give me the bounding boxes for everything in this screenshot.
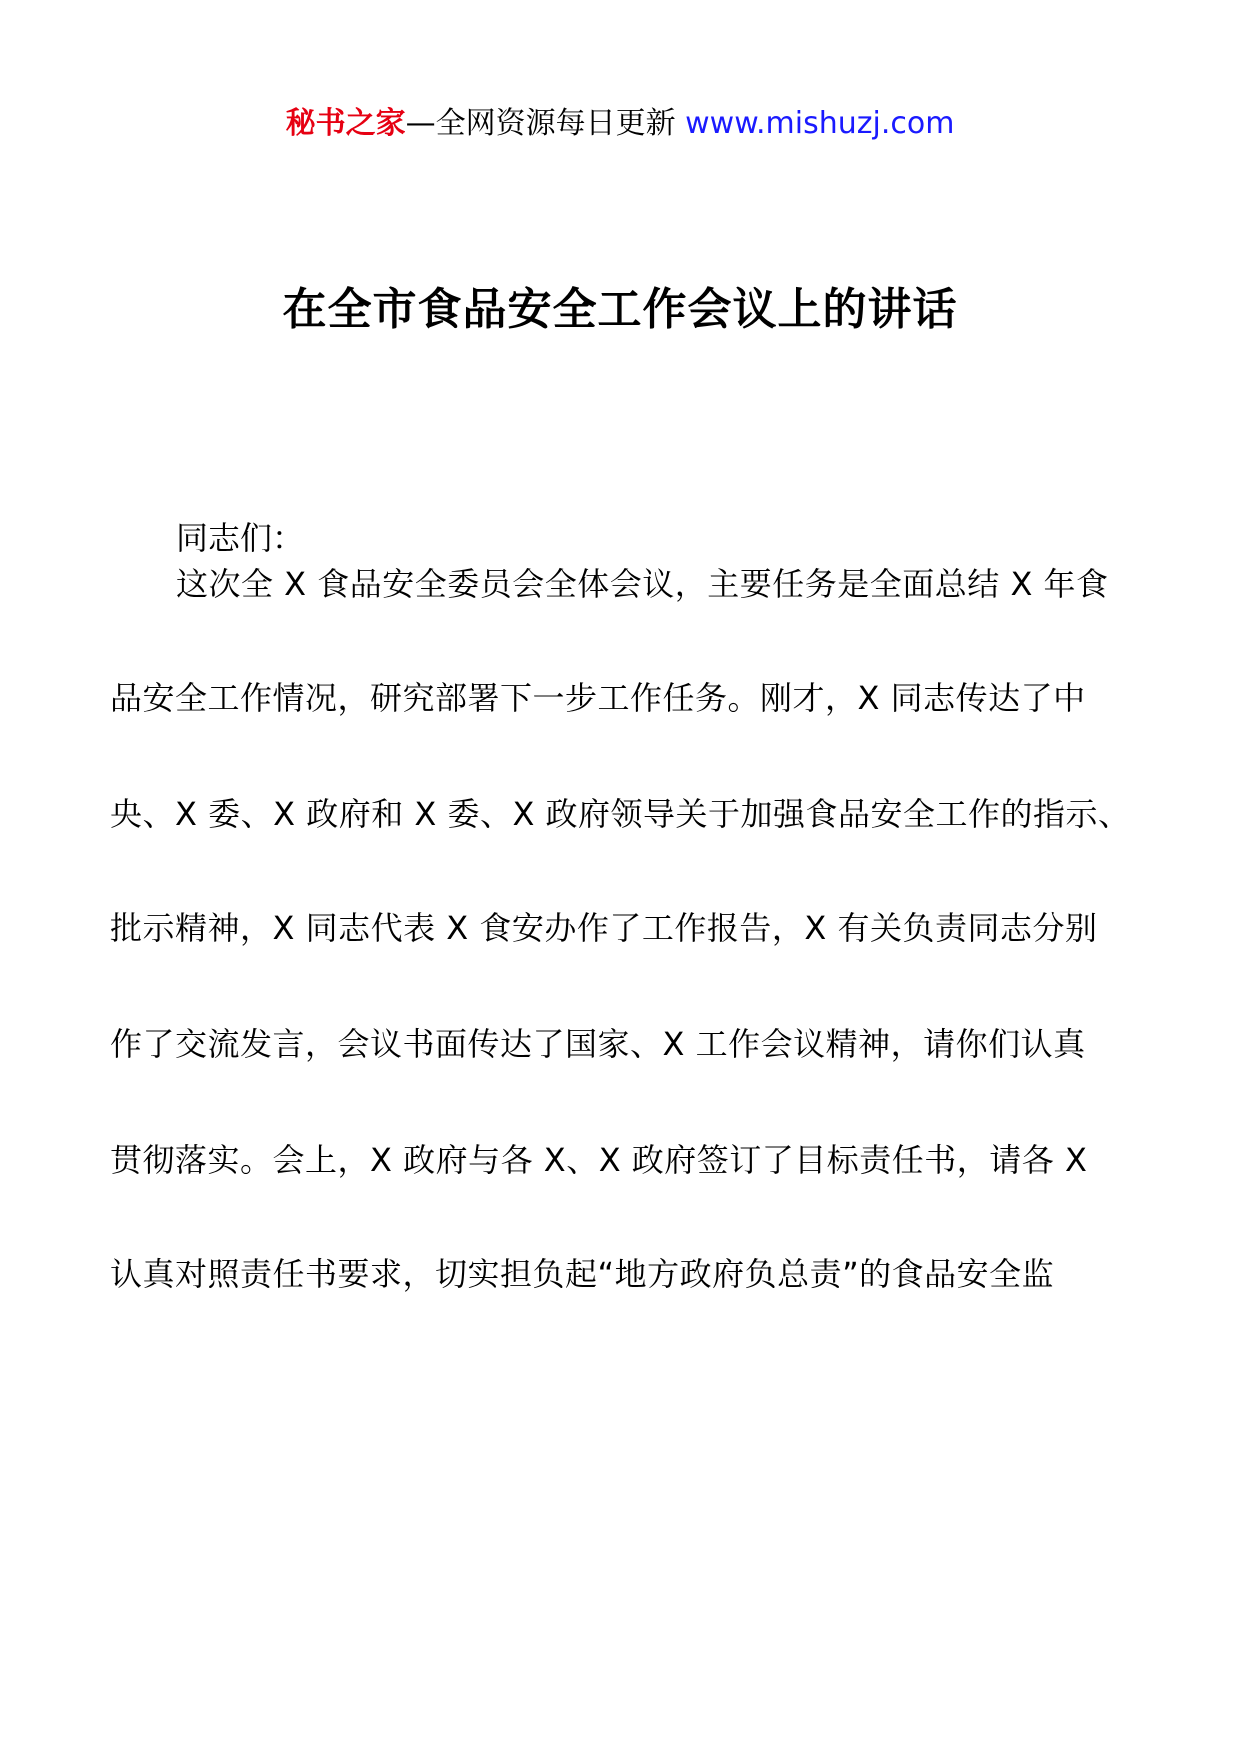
body-line-3: 央、X 委、X 政府和 X 委、X 政府领导关于加强食品安全工作的指示、 [110, 795, 1131, 833]
body-line-2: 品安全工作情况，研究部署下一步工作任务。刚才，X 同志传达了中 [110, 679, 1086, 717]
body-line-5: 作了交流发言，会议书面传达了国家、X 工作会议精神，请你们认真 [110, 1025, 1086, 1063]
salutation: 同志们： [176, 519, 305, 557]
page-header [0, 104, 1240, 144]
body-line-7: 认真对照责任书要求，切实担负起“地方政府负总责”的食品安全监 [110, 1255, 1055, 1293]
body-line-4: 批示精神，X 同志代表 X 食安办作了工作报告，X 有关负责同志分别 [110, 909, 1098, 947]
document-title: 在全市食品安全工作会议上的讲话 [282, 284, 958, 335]
brand-name: 秘书之家 [285, 106, 406, 141]
header-tagline: —全网资源每日更新 [405, 106, 676, 141]
site-url-link[interactable]: www.mishuzj.com [685, 106, 955, 141]
body-line-1: 这次全 X 食品安全委员会全体会议，主要任务是全面总结 X 年食 [176, 565, 1109, 603]
body-line-6: 贯彻落实。会上，X 政府与各 X、X 政府签订了目标责任书，请各 X [110, 1141, 1088, 1179]
